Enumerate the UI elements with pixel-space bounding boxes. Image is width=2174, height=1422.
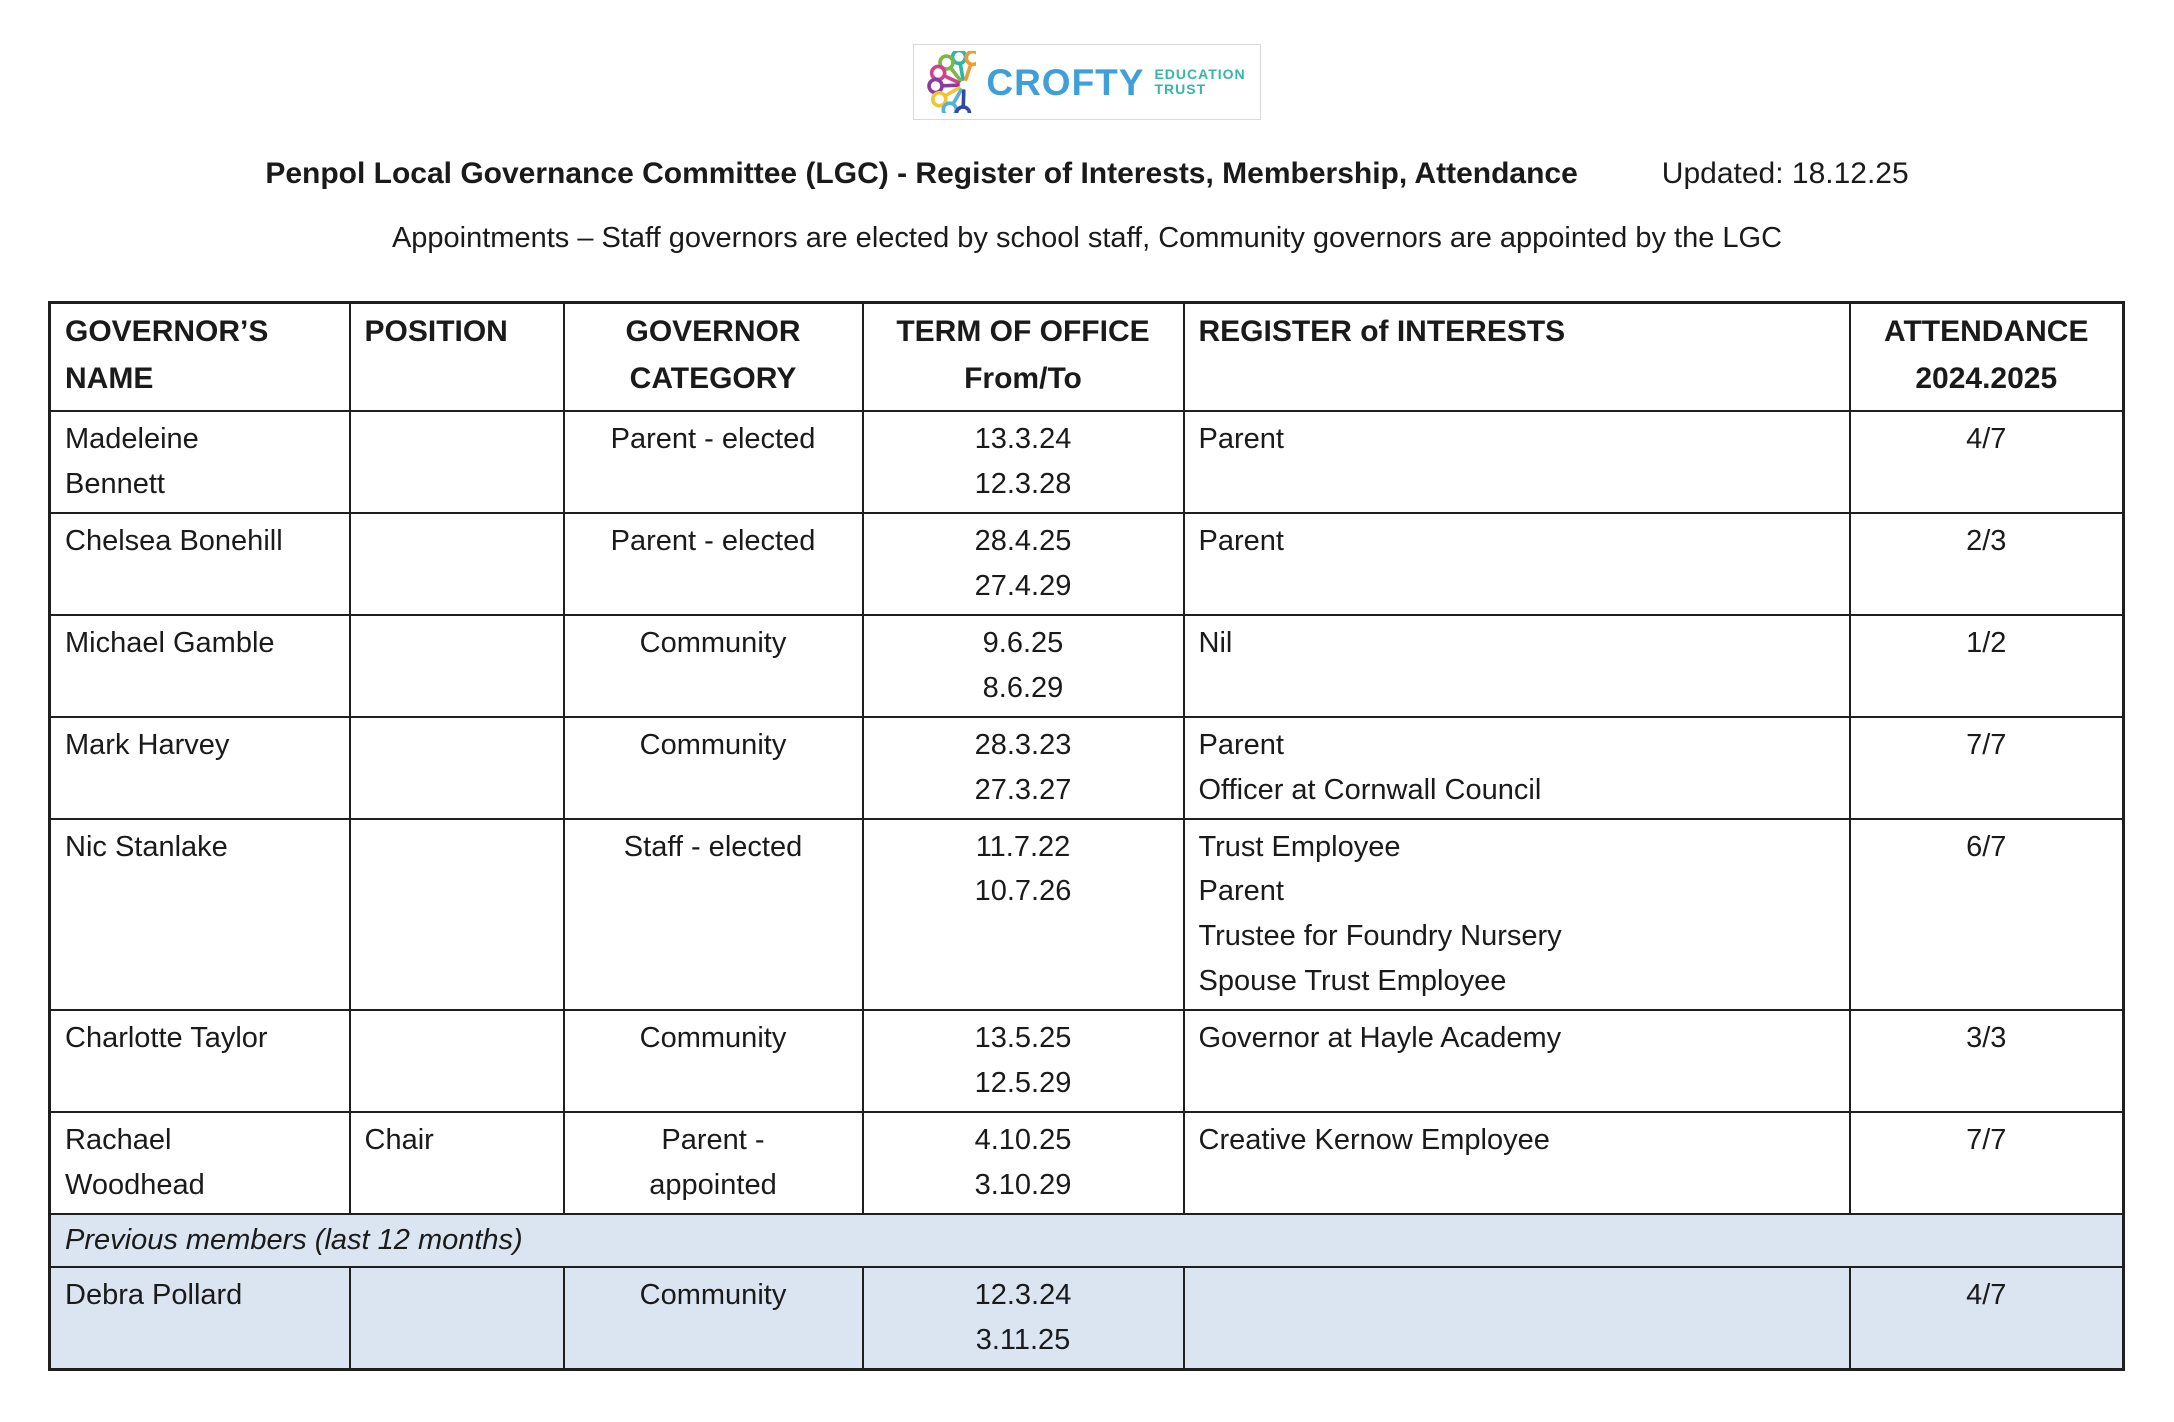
- col-header-line: TERM OF OFFICE: [896, 315, 1150, 348]
- interest-item: Parent: [1198, 423, 1284, 455]
- cell-register-of-interests: [1184, 819, 1850, 1011]
- logo-text: CROFTY: [986, 61, 1145, 103]
- cell-governor-name: [50, 717, 350, 819]
- col-header-line: GOVERNOR: [625, 315, 801, 348]
- table-row: [50, 819, 2124, 1011]
- col-header-line: POSITION: [364, 315, 508, 348]
- table-row: [50, 1267, 2124, 1369]
- cell-register-of-interests: [1184, 615, 1850, 717]
- crofty-fan-icon: [922, 51, 976, 113]
- governor-name: Charlotte Taylor: [65, 1022, 268, 1055]
- cell-attendance: 6/7: [1850, 819, 2124, 1011]
- term-date: 13.5.25: [974, 1022, 1072, 1055]
- governor-name: Nic Stanlake: [65, 830, 228, 863]
- col-header-line: ATTENDANCE: [1884, 315, 2089, 348]
- cell-governor-name: [50, 819, 350, 1011]
- term-date: 9.6.25: [982, 626, 1064, 659]
- cell-attendance: 7/7: [1850, 1112, 2124, 1214]
- interest-item: Parent: [1198, 524, 1284, 557]
- cell-register-of-interests: [1184, 513, 1850, 615]
- cell-position: [350, 411, 564, 513]
- col-header-line: CATEGORY: [629, 361, 797, 395]
- cell-governor-category: [564, 1010, 863, 1112]
- cell-attendance: 4/7: [1850, 411, 2124, 513]
- term-date: 3.10.29: [974, 1169, 1072, 1202]
- col-header-register-of-interests: [1184, 303, 1850, 412]
- term-date: 27.3.27: [974, 773, 1072, 806]
- table-row: [50, 1112, 2124, 1214]
- col-header-position: [350, 303, 564, 412]
- cell-position: [350, 615, 564, 717]
- table-row: [50, 1010, 2124, 1112]
- cell-term-of-office: [863, 1010, 1184, 1112]
- col-header-governors-name: [50, 303, 350, 412]
- crofty-logo: [913, 44, 1260, 120]
- col-header-line: 2024.2025: [1915, 361, 2058, 395]
- cell-governor-category: [564, 615, 863, 717]
- cell-governor-category: [564, 1112, 863, 1214]
- term-date: 10.7.26: [974, 875, 1072, 908]
- cell-term-of-office: [863, 615, 1184, 717]
- cell-governor-category: [564, 819, 863, 1011]
- cell-position: [350, 513, 564, 615]
- governor-category: Community: [639, 728, 787, 761]
- cell-position: [350, 819, 564, 1011]
- page-title: Penpol Local Governance Committee (LGC) - Register of Interests, Membership, Attendance: [265, 157, 1578, 190]
- interest-item: Creative Kernow Employee: [1198, 1124, 1550, 1157]
- page-title-line: [48, 156, 2126, 192]
- interest-item: Nil: [1198, 626, 1233, 659]
- cell-governor-category: [564, 411, 863, 513]
- logo-subtext: [1154, 67, 1245, 96]
- cell-position: [350, 1267, 564, 1369]
- cell-position: [350, 717, 564, 819]
- governor-category: Community: [639, 1022, 787, 1055]
- cell-register-of-interests: [1184, 1112, 1850, 1214]
- cell-register-of-interests: [1184, 1267, 1850, 1369]
- interest-item: Parent: [1198, 875, 1284, 908]
- cell-attendance: 3/3: [1850, 1010, 2124, 1112]
- col-header-term-of-office: [863, 303, 1184, 412]
- interest-item: Governor at Hayle Academy: [1198, 1022, 1562, 1055]
- previous-members-section-row: [50, 1214, 2124, 1267]
- interest-item: Parent: [1198, 728, 1284, 761]
- interest-item: Trust Employee: [1198, 830, 1401, 863]
- term-date: 12.3.24: [974, 1278, 1072, 1311]
- cell-attendance: 7/7: [1850, 717, 2124, 819]
- cell-governor-name: [50, 615, 350, 717]
- cell-register-of-interests: [1184, 717, 1850, 819]
- cell-term-of-office: [863, 819, 1184, 1011]
- cell-term-of-office: [863, 1267, 1184, 1369]
- cell-term-of-office: [863, 717, 1184, 819]
- term-date: 8.6.29: [982, 671, 1064, 704]
- governor-category: Community: [639, 626, 787, 659]
- logo-subtext-line1: EDUCATION: [1154, 66, 1246, 83]
- cell-governor-name: [50, 1267, 350, 1369]
- interest-item: Spouse Trust Employee: [1198, 965, 1507, 998]
- cell-governor-category: [564, 717, 863, 819]
- governor-category: Parent - elected: [610, 524, 816, 557]
- governor-name: Debra Pollard: [65, 1278, 243, 1311]
- updated-date: Updated: 18.12.25: [1661, 157, 1909, 190]
- table-header-row: [50, 303, 2124, 412]
- table-row: [50, 717, 2124, 819]
- logo-container: [48, 44, 2126, 120]
- term-date: 12.5.29: [974, 1067, 1072, 1100]
- governor-name: Chelsea Bonehill: [65, 524, 283, 557]
- logo-subtext-line2: TRUST: [1154, 81, 1207, 97]
- governor-name: Madeleine Bennett: [65, 423, 199, 500]
- cell-term-of-office: [863, 1112, 1184, 1214]
- governor-category: Staff - elected: [623, 830, 803, 863]
- col-header-attendance: [1850, 303, 2124, 412]
- term-date: 28.3.23: [974, 728, 1072, 761]
- cell-register-of-interests: [1184, 411, 1850, 513]
- term-date: 4.10.25: [974, 1124, 1072, 1157]
- cell-register-of-interests: [1184, 1010, 1850, 1112]
- cell-attendance: 4/7: [1850, 1267, 2124, 1369]
- term-date: 28.4.25: [974, 524, 1072, 557]
- appointments-note: Appointments – Staff governors are elected by school staff, Community governors are appointed by the LGC: [391, 222, 1783, 254]
- governor-category: Community: [639, 1278, 787, 1311]
- cell-term-of-office: [863, 513, 1184, 615]
- cell-term-of-office: [863, 411, 1184, 513]
- previous-members-label: Previous members (last 12 months): [50, 1214, 2124, 1267]
- cell-position: [350, 1010, 564, 1112]
- document-page: [48, 0, 2126, 1371]
- cell-position: Chair: [350, 1112, 564, 1214]
- interest-item: Trustee for Foundry Nursery: [1198, 920, 1562, 953]
- term-date: 27.4.29: [974, 569, 1072, 602]
- table-row: [50, 615, 2124, 717]
- term-date: 12.3.28: [974, 467, 1072, 500]
- governor-category: Parent - elected: [610, 423, 816, 455]
- cell-governor-name: [50, 411, 350, 513]
- governor-name: Rachael Woodhead: [65, 1124, 205, 1202]
- governors-table: [48, 301, 2125, 1371]
- cell-governor-category: [564, 1267, 863, 1369]
- col-header-line: NAME: [65, 361, 154, 395]
- term-date: 3.11.25: [975, 1323, 1071, 1356]
- table-row: [50, 513, 2124, 615]
- col-header-line: REGISTER of INTERESTS: [1198, 315, 1566, 348]
- governor-name: Mark Harvey: [65, 728, 230, 761]
- table-row: [50, 411, 2124, 513]
- col-header-governor-category: [564, 303, 863, 412]
- col-header-line: GOVERNOR’S: [65, 315, 269, 348]
- col-header-line: From/To: [964, 361, 1082, 395]
- interest-item: Officer at Cornwall Council: [1198, 773, 1542, 806]
- cell-attendance: 2/3: [1850, 513, 2124, 615]
- cell-governor-name: [50, 1112, 350, 1214]
- cell-governor-category: [564, 513, 863, 615]
- governor-category: Parent - appointed: [649, 1124, 777, 1202]
- cell-attendance: 1/2: [1850, 615, 2124, 717]
- cell-governor-name: [50, 1010, 350, 1112]
- governor-name: Michael Gamble: [65, 626, 275, 659]
- term-date: 11.7.22: [975, 830, 1071, 863]
- cell-governor-name: [50, 513, 350, 615]
- term-date: 13.3.24: [974, 423, 1072, 455]
